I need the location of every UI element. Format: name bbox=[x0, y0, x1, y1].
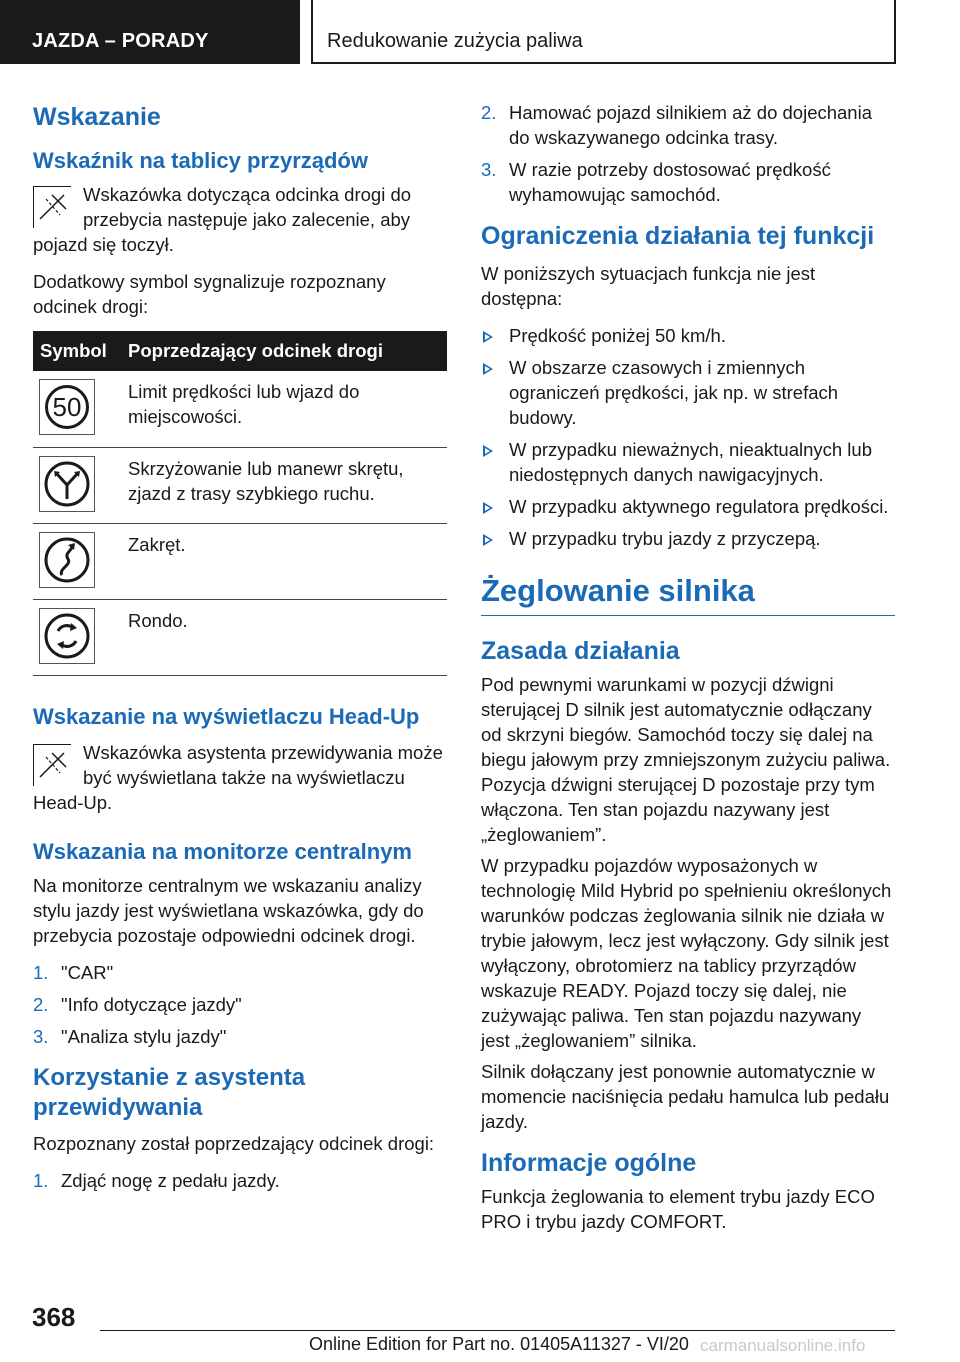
page-number: 368 bbox=[32, 1302, 76, 1332]
table-cell-text: Zakręt. bbox=[121, 523, 447, 599]
bullet-triangle-icon bbox=[483, 331, 493, 343]
page-header bbox=[0, 0, 960, 66]
heading-general: Informacje ogólne bbox=[481, 1149, 697, 1177]
chapter-tab bbox=[311, 0, 896, 64]
speed-limit-50-icon: 50 bbox=[39, 379, 95, 435]
heading-using-assistant: Korzystanie z asystenta przewidywania bbox=[33, 1063, 306, 1121]
table-cell-text: Rondo. bbox=[121, 599, 447, 675]
curve-icon bbox=[39, 532, 95, 588]
using-steps-list bbox=[33, 1168, 447, 1193]
right-column bbox=[481, 100, 895, 1246]
section-rule bbox=[481, 571, 895, 616]
chapter-title: Redukowanie zużycia paliwa bbox=[327, 30, 583, 52]
hint-text-1: Wskazówka dotycząca odcinka drogi do przebycia następuje jako zalecenie, aby pojazd się toczył. bbox=[33, 184, 412, 255]
table-cell-text: Skrzyżowanie lub manewr skrętu, zjazd z trasy szybkiego ruchu. bbox=[121, 447, 447, 523]
table-cell-text: Limit prędkości lub wjazd do miejscowości. bbox=[121, 371, 447, 447]
heading-central-monitor: Wskazania na monitorze centralnym bbox=[33, 838, 412, 864]
monitor-steps-list bbox=[33, 960, 447, 1049]
heading-instrument-cluster: Wskaźnik na tablicy przyrządów bbox=[33, 148, 368, 173]
list-item: 1. "CAR" bbox=[33, 961, 114, 983]
table-row bbox=[33, 599, 447, 675]
list-item: W obszarze czasowych i zmiennych ograniczeń prędkości, jak np. w strefach budowy. bbox=[481, 355, 895, 430]
road-hint-icon bbox=[33, 186, 71, 228]
symbol-table bbox=[33, 331, 447, 676]
list-item: 3. "Analiza stylu jazdy" bbox=[33, 1025, 227, 1047]
hint-text-2: Wskazówka asystenta przewidywania może być wyświetlana także na wyświetlaczu Head-Up. bbox=[33, 741, 443, 813]
road-hint-icon bbox=[33, 744, 71, 786]
paragraph-monitor: Na monitorze centralnym we wskazaniu analizy stylu jazdy jest wyświetlana wskazówka, gdy do przebycia pozostaje odpowiedni odcinek drogi. bbox=[33, 874, 424, 946]
intersection-icon bbox=[39, 456, 95, 512]
list-item: 2. Hamować pojazd silnikiem aż do dojechania do wskazywanego odcinka trasy. bbox=[481, 102, 872, 148]
list-item: 3. W razie potrzeby dostosować prędkość wyhamowując samochód. bbox=[481, 159, 831, 205]
list-item: W przypadku nieważnych, nieaktualnych lub niedostępnych danych nawigacyjnych. bbox=[481, 437, 895, 487]
paragraph-principle-2: W przypadku pojazdów wyposażonych w technologię Mild Hybrid po spełnieniu określonych warunków podczas żeglowania silnik nie działa w trybie jałowym, lecz jest wyłączony. Gdy silnik jest wyłączony, obrotomierz na tablicy przyrządów wskazuje READY. Pojazd toczy się dalej, nie zużywając paliwa. Ten stan pojazdu nazywany jest „żeglowaniem” silnika. bbox=[481, 855, 892, 1051]
paragraph-symbol: Dodatkowy symbol sygnalizuje rozpoznany odcinek drogi: bbox=[33, 271, 386, 317]
list-item: 1. Zdjąć nogę z pedału jazdy. bbox=[33, 1169, 280, 1191]
list-item: W przypadku aktywnego regulatora prędkości. bbox=[481, 494, 895, 519]
list-item: 2. "Info dotyczące jazdy" bbox=[33, 993, 242, 1015]
table-row bbox=[33, 523, 447, 599]
using-steps-continued bbox=[481, 100, 895, 207]
page-footer bbox=[0, 1296, 960, 1362]
paragraph-general: Funkcja żeglowania to element trybu jazdy ECO PRO i trybu jazdy COMFORT. bbox=[481, 1186, 875, 1232]
footer-rule bbox=[100, 1330, 895, 1331]
paragraph-limits: W poniższych sytuacjach funkcja nie jest dostępna: bbox=[481, 263, 816, 309]
heading-indication: Wskazanie bbox=[33, 103, 161, 131]
bullet-triangle-icon bbox=[483, 502, 493, 514]
heading-limits: Ograniczenia działania tej funkcji bbox=[481, 222, 875, 250]
paragraph-principle-3: Silnik dołączany jest ponownie automatycznie w momencie naciśnięcia pedału hamulca lub pedału jazdy. bbox=[481, 1061, 890, 1132]
list-item: Prędkość poniżej 50 km/h. bbox=[481, 323, 895, 348]
list-item: W przypadku trybu jazdy z przyczepą. bbox=[481, 526, 895, 551]
left-column bbox=[33, 100, 447, 1205]
bullet-triangle-icon bbox=[483, 534, 493, 546]
roundabout-icon bbox=[39, 608, 95, 664]
section-tab bbox=[0, 0, 300, 64]
table-header-section: Poprzedzający odcinek drogi bbox=[121, 331, 447, 371]
bullet-triangle-icon bbox=[483, 445, 493, 457]
heading-coasting: Żeglowanie silnika bbox=[481, 573, 755, 608]
paragraph-using: Rozpoznany został poprzedzający odcinek drogi: bbox=[33, 1132, 435, 1154]
edition-text: Online Edition for Part no. 01405A11327 - VI/20 bbox=[309, 1334, 689, 1354]
limits-list bbox=[481, 323, 895, 551]
table-row bbox=[33, 371, 447, 447]
hint-block-2 bbox=[33, 740, 447, 815]
heading-head-up: Wskazanie na wyświetlaczu Head-Up bbox=[33, 703, 420, 729]
section-title: JAZDA – PORADY bbox=[32, 30, 209, 52]
table-row bbox=[33, 447, 447, 523]
paragraph-principle-1: Pod pewnymi warunkami w pozycji dźwigni sterującej D silnik jest automatycznie odłączany od skrzyni biegów. Samochód toczy się dalej na biegu jałowym przy zmniejszonym zużyciu paliwa. Pozycja dźwigni sterującej D pozostaje przy tym włączona. Ten stan pojazdu nazywany jest „żeglowaniem”. bbox=[481, 674, 891, 845]
table-header-symbol: Symbol bbox=[33, 331, 121, 371]
hint-block-1 bbox=[33, 182, 447, 257]
heading-principle: Zasada działania bbox=[481, 637, 680, 665]
bullet-triangle-icon bbox=[483, 363, 493, 375]
watermark: carmanualsonline.info bbox=[700, 1336, 866, 1355]
